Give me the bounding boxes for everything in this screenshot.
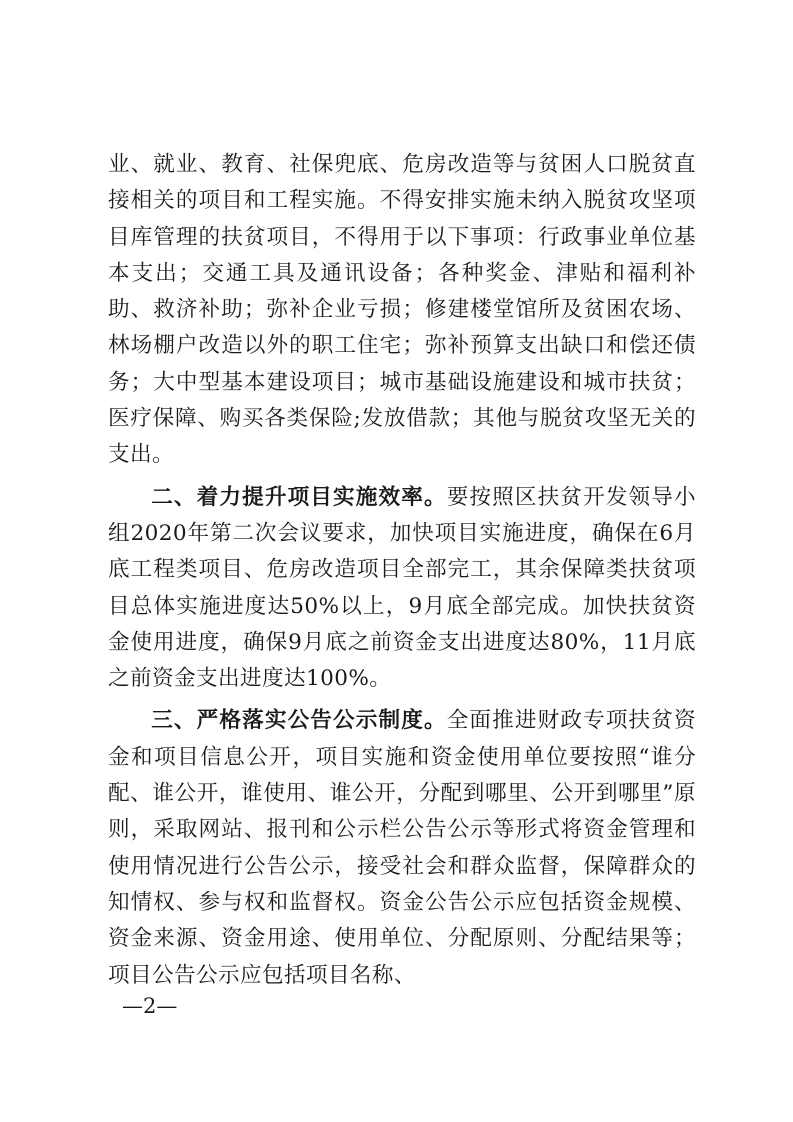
- section-heading-three: 三、严格落实公告公示制度。: [151, 708, 447, 734]
- paragraph-section-two: [108, 480, 696, 698]
- section-body-two: 要按照区扶贫开发领导小组2020年第二次会议要求，加快项目实施进度，确保在6月底工程类项目、危房改造项目全部完工，其余保障类扶贫项目总体实施进度达50%以上，9月底全部完成。加快扶贫资金使用进度，确保9月底之前资金支出进度达80%，11月底之前资金支出进度达100%。: [108, 484, 697, 692]
- page-number: —2—: [122, 994, 178, 1018]
- paragraph-continuation: 业、就业、教育、社保兜底、危房改造等与贫困人口脱贫直接相关的项目和工程实施。不得安排实施未纳入脱贫攻坚项目库管理的扶贫项目，不得用于以下事项：行政事业单位基本支出；交通工具及通讯设备；各种奖金、津贴和福利补助、救济补助；弥补企业亏损；修建楼堂馆所及贫困农场、林场棚户改造以外的职工住宅；弥补预算支出缺口和偿还债务；大中型基本建设项目；城市基础设施建设和城市扶贫；医疗保障、购买各类保险;发放借款；其他与脱贫攻坚无关的支出。: [108, 152, 696, 468]
- section-heading-two: 二、着力提升项目实施效率。: [151, 484, 447, 510]
- document-body: [108, 147, 696, 994]
- paragraph-section-three: [108, 703, 696, 993]
- section-body-three: 全面推进财政专项扶贫资金和项目信息公开，项目实施和资金使用单位要按照“谁分配、谁公开，谁使用、谁公开，分配到哪里、公开到哪里”原则，采取网站、报刊和公示栏公告公示等形式将资金管理和使用情况进行公告公示，接受社会和群众监督，保障群众的知情权、参与权和监督权。资金公告公示应包括资金规模、资金来源、资金用途、使用单位、分配原则、分配结果等；项目公告公示应包括项目名称、: [108, 708, 697, 988]
